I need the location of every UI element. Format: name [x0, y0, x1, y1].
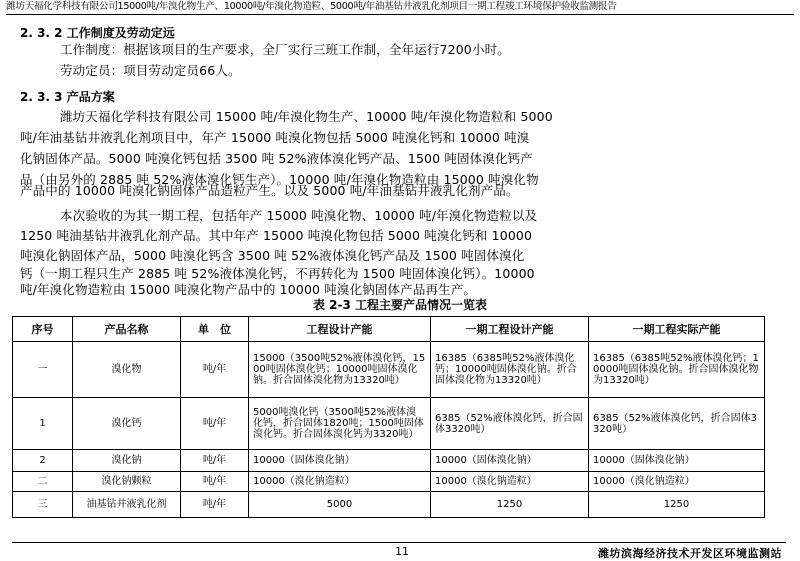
- section-heading-2-3-3: 2. 3. 3 产品方案: [20, 90, 115, 104]
- work-schedule-line: 工作制度：根据该项目的生产要求，全厂实行三班工作制，全年运行7200小时。: [60, 42, 510, 57]
- table-caption: 表 2-3 工程主要产品情况一览表: [312, 298, 488, 312]
- table-cell: 二: [13, 472, 73, 492]
- paragraph-2-line: 1250 吨油基钻井液乳化剂产品。其中年产 15000 吨溴化物包括 5000 吨溴化钙和 10000: [20, 228, 533, 243]
- table-row: [13, 450, 765, 472]
- table-cell: 油基钻井液乳化剂: [73, 492, 181, 518]
- col-header-phase1-design: 一期工程设计产能: [431, 317, 589, 342]
- staffing-line: 劳动定员：项目劳动定员66人。: [60, 63, 241, 78]
- col-header-design-capacity: 工程设计产能: [249, 317, 431, 342]
- table-cell: 溴化钙: [73, 398, 181, 450]
- paragraph-2-line: 本次验收的为其一期工程，包括年产 15000 吨溴化物、10000 吨/年溴化物造粒以及: [60, 208, 538, 223]
- table-row: [13, 398, 765, 450]
- table-cell: 溴化钠颗粒: [73, 472, 181, 492]
- col-header-no: 序号: [13, 317, 73, 342]
- running-header: 潍坊天福化学科技有限公司15000吨/年溴化物生产、10000吨/年溴化物造粒、5000吨/年油基钻井液乳化剂项目一期工程竣工环境保护验收监测报告: [6, 0, 794, 15]
- footer-organization: 潍坊滨海经济技术开发区环境监测站: [598, 547, 782, 560]
- paragraph-1-line: 潍坊天福化学科技有限公司 15000 吨/年溴化物生产、10000 吨/年溴化物造粒和 5000: [60, 109, 553, 124]
- table-cell: 三: [13, 492, 73, 518]
- page-footer: [12, 542, 786, 559]
- col-header-unit: 单 位: [181, 317, 249, 342]
- table-cell: 10000（溴化钠造粒）: [589, 472, 765, 492]
- col-header-product: 产品名称: [73, 317, 181, 342]
- table-cell: 10000（固体溴化钠）: [431, 450, 589, 472]
- table-cell: 溴化物: [73, 342, 181, 398]
- table-cell: 10000（固体溴化钠）: [589, 450, 765, 472]
- page-number: 11: [395, 545, 409, 558]
- paragraph-2-line: 钙（一期工程只生产 2885 吨 52%液体溴化钙，不再转化为 1500 吨固体溴化钙）。10000: [20, 266, 535, 281]
- paragraph-1-line: 品（由另外的 2885 吨 52%液体溴化钙生产）。10000 吨/年溴化物造粒由 15000 吨溴化物: [20, 172, 539, 187]
- table-cell: 1250: [431, 492, 589, 518]
- table-header-row: [13, 317, 765, 342]
- paragraph-2-line: 吨溴化钠固体产品，5000 吨溴化钙含 3500 吨 52%液体溴化钙产品及 1500 吨固体溴化: [20, 248, 525, 263]
- table-cell: 吨/年: [181, 472, 249, 492]
- table-cell: 2: [13, 450, 73, 472]
- paragraph-1-line: 化钠固体产品。5000 吨溴化钙包括 3500 吨 52%液体溴化钙产品、1500 吨固体溴化钙产: [20, 151, 533, 166]
- table-cell: 吨/年: [181, 450, 249, 472]
- table-cell: 吨/年: [181, 398, 249, 450]
- product-table: [12, 316, 765, 518]
- paragraph-2-line: 吨/年溴化物造粒由 15000 吨溴化物产品中的 10000 吨溴化钠固体产品再生产。: [20, 282, 477, 297]
- table-cell: 10000（溴化钠造粒）: [249, 472, 431, 492]
- table-cell: 一: [13, 342, 73, 398]
- paragraph-1-line: 吨/年油基钻井液乳化剂项目中，年产 15000 吨溴化物包括 5000 吨溴化钙和 10000 吨溴: [20, 130, 530, 145]
- table-cell: 15000（3500吨52%液体溴化钙，1500吨固体溴化钙；10000吨固体溴化钠。折合固体溴化物为13320吨）: [249, 342, 431, 398]
- table-cell: 6385（52%液体溴化钙，折合固体3320吨）: [589, 398, 765, 450]
- section-heading-2-3-2: 2. 3. 2 工作制度及劳动定远: [20, 26, 175, 40]
- table-cell: 吨/年: [181, 342, 249, 398]
- table-cell: 16385（6385吨52%液体溴化钙；10000吨固体溴化钠。折合固体溴化物为13320吨）: [589, 342, 765, 398]
- table-cell: 吨/年: [181, 492, 249, 518]
- table-cell: 5000: [249, 492, 431, 518]
- paragraph-1-line: 产品中的 10000 吨溴化钠固体产品造粒产生。以及 5000 吨/年油基钻井液乳化剂产品。: [20, 183, 519, 198]
- table-cell: 1: [13, 398, 73, 450]
- table-row: [13, 342, 765, 398]
- table-cell: 5000吨溴化钙（3500吨52%液体溴化钙，折合固体1820吨；1500吨固体溴化钙。折合固体溴化钙为3320吨）: [249, 398, 431, 450]
- table-cell: 1250: [589, 492, 765, 518]
- table-row: [13, 472, 765, 492]
- table-cell: 溴化钠: [73, 450, 181, 472]
- table-cell: 6385（52%液体溴化钙，折合固体3320吨）: [431, 398, 589, 450]
- table-cell: 10000（溴化钠造粒）: [431, 472, 589, 492]
- table-cell: 10000（固体溴化钠）: [249, 450, 431, 472]
- col-header-phase1-actual: 一期工程实际产能: [589, 317, 765, 342]
- table-row: [13, 492, 765, 518]
- table-cell: 16385（6385吨52%液体溴化钙；10000吨固体溴化钠。折合固体溴化物为13320吨）: [431, 342, 589, 398]
